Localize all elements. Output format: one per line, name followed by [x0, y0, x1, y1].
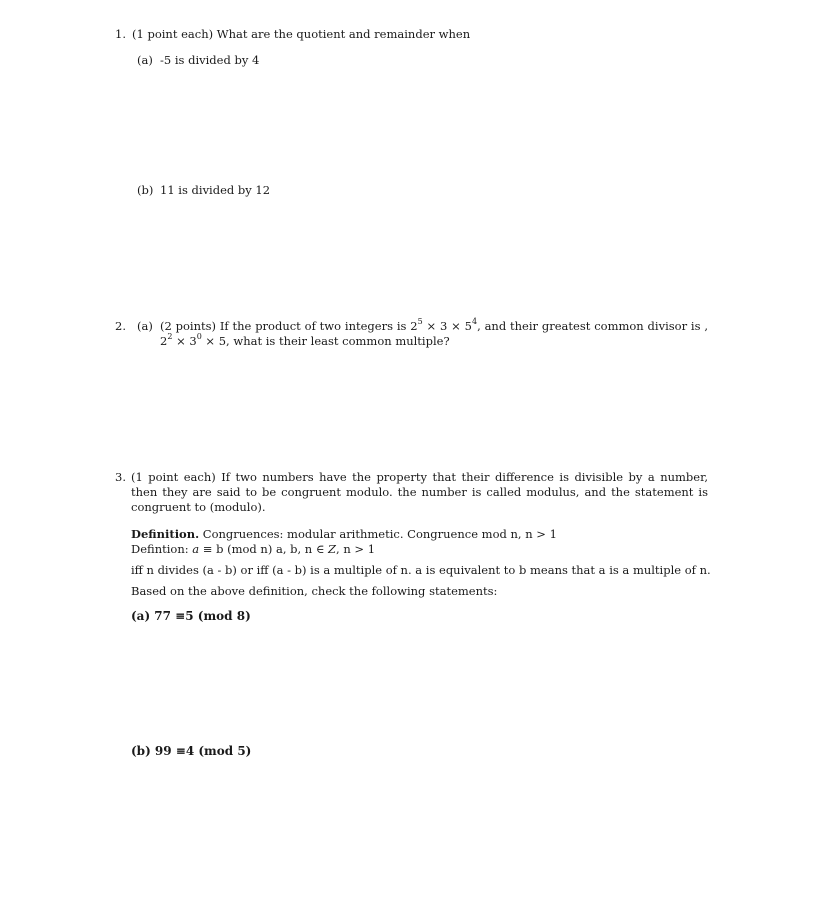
- based-on-instruction: Based on the above definition, check the following statements:: [131, 584, 498, 598]
- iff-statement: iff n divides (a - b) or iff (a - b) is a multiple of n. a is equivalent to b means that a is a multiple of n.: [131, 563, 711, 577]
- question-1b-text: 11 is divided by 12: [160, 183, 271, 197]
- question-2a-line-2: $2^2 \times 3^0 \times 5$, what is their least common multiple?: [160, 332, 450, 348]
- question-2a-label: (a): [137, 319, 153, 333]
- question-1a-text: -5 is divided by 4: [160, 53, 260, 67]
- question-1a-label: (a): [137, 53, 153, 67]
- question-3a-statement: (a) 77 ≡5 (mod 8): [131, 609, 251, 623]
- question-3-intro: (1 point each) If two numbers have the property that their difference is divisible by a number, then they are said to be congruent modulo. the number is called modulus, and the statement is congruent to (modulo).: [131, 470, 708, 514]
- question-2-number: 2.: [115, 319, 126, 333]
- defintion-line: Defintion: a ≡ b (mod n) a, b, n ∈ Z, n > 1: [131, 542, 376, 556]
- definition-text: Congruences: modular arithmetic. Congruence mod n, n > 1: [202, 527, 557, 541]
- definition-heading: Definition.: [131, 527, 200, 541]
- question-3b-statement: (b) 99 ≡4 (mod 5): [131, 744, 252, 758]
- definition-block: [131, 527, 557, 541]
- question-2a-line-1: (2 points) If the product of two integers is $2^5 \times 3 \times 5^4$, and their greatest common divisor is ,: [160, 317, 709, 333]
- question-1b-label: (b): [137, 183, 154, 197]
- question-1-stem: (1 point each) What are the quotient and remainder when: [132, 27, 471, 41]
- question-3-number: 3.: [115, 470, 126, 484]
- question-1-number: 1.: [115, 27, 126, 41]
